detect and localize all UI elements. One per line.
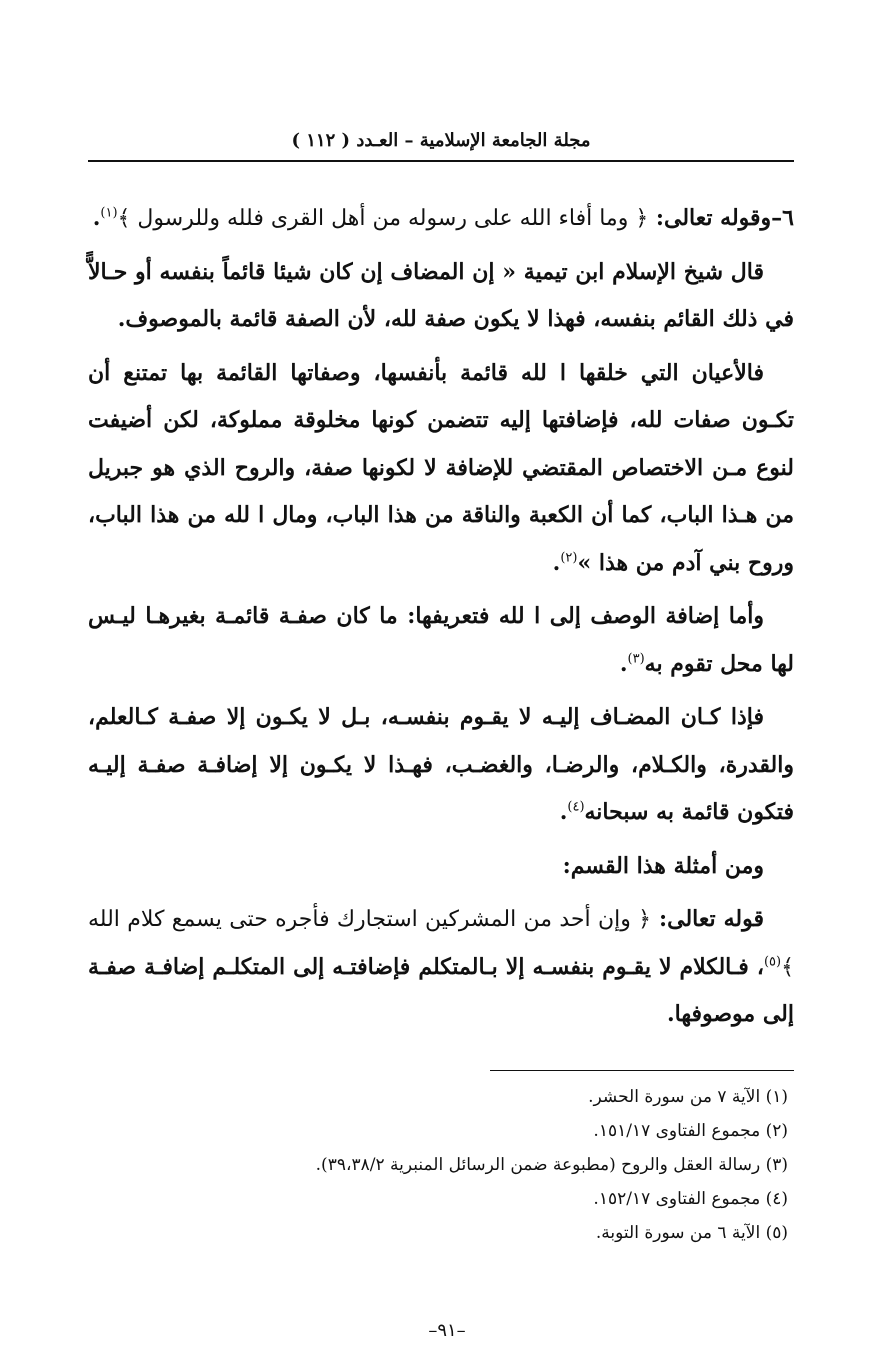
footnote-3: (٣) رسالة العقل والروح (مطبوعة ضمن الرسائل المنبرية ٣٩،٣٨/٢).: [315, 1155, 788, 1175]
footnote-4: (٤) مجموع الفتاوى ١٥٢/١٧.: [593, 1189, 788, 1209]
verse-intro: قوله تعالى:: [651, 906, 764, 932]
footnote-5: (٥) الآية ٦ من سورة التوبة.: [595, 1223, 788, 1243]
paragraph-verse-1: [88, 195, 794, 243]
page-number: –٩١–: [428, 1320, 466, 1341]
paragraph-tail: .: [559, 799, 568, 825]
paragraph-ibn-taymiyya: [88, 249, 794, 344]
verse-intro: ٦–وقوله تعالى:: [648, 205, 794, 231]
paragraph-tail: .: [92, 205, 101, 231]
footnote-ref: (٥): [763, 954, 782, 970]
footnote-ref: (٣): [627, 651, 645, 667]
paragraph-text: قال شيخ الإسلام ابن تيمية « إن المضاف إن كان شيئا قائماً بنفسه أو حـالاًّ في ذلك القائم بنفسه، فهذا لا يكون صفة لله، لأن الصفة قائمة بالموصوف.: [88, 258, 794, 332]
paragraph-text: وأما إضافة الوصف إلى ا لله فتعريفها: ما كان صفـة قائمـة بغيرهـا ليـس لها محل تقوم به: [88, 603, 794, 677]
paragraph-tail: .: [552, 549, 561, 576]
paragraph-text: ومن أمثلة هذا القسم:: [562, 852, 764, 879]
paragraph-aayan: [88, 350, 794, 588]
paragraph-verse-2: [88, 896, 794, 1039]
footnote-1: (١) الآية ٧ من سورة الحشر.: [588, 1087, 788, 1107]
header-divider: [88, 160, 794, 162]
footnote-divider: [490, 1070, 794, 1071]
footnote-ref: (٢): [560, 550, 578, 566]
paragraph-wasf: [88, 593, 794, 688]
quran-quote: ﴿ وإن أحد من المشركين استجارك فأجره حتى يسمع كلام الله ﴾: [88, 907, 794, 980]
footnote-ref: (٤): [567, 799, 585, 815]
main-text: [88, 195, 794, 1045]
paragraph-mudaf: [88, 694, 794, 837]
footnote-ref: (١): [100, 205, 118, 221]
paragraph-tail: ، فـالكلام لا يقـوم بنفسـه إلا بـالمتكلم فإضافتـه إلى المتكلـم إضافـة صفـة إلى موصوفها.: [88, 953, 794, 1027]
paragraph-tail: .: [619, 650, 628, 677]
footnote-2: (٢) مجموع الفتاوى ١٥١/١٧.: [593, 1121, 788, 1141]
journal-header: مجلة الجامعة الإسلامية – العـدد ( ١١٢ ): [291, 130, 591, 151]
paragraph-text: فإذا كـان المضـاف إليـه لا يقـوم بنفسـه، بـل لا يكـون إلا صفـة كـالعلم، والقدرة، والكـلام، والرضـا، والغضـب، فهـذا لا يكـون إلا إضافـة صفـة إليـه فتكون قائمة به سبحانه: [88, 704, 794, 825]
quran-quote: ﴿ وما أفاء الله على رسوله من أهل القرى فلله وللرسول ﴾: [117, 206, 649, 231]
paragraph-examples-heading: [88, 843, 794, 891]
footnotes: [88, 1080, 788, 1250]
paragraph-text: فالأعيان التي خلقها ا لله قائمة بأنفسها، وصفاتها القائمة بها تمتنع أن تكـون صفات لله، فإضافتها إليه تتضمن كونها مخلوقة مملوكة، لكن أضيفت لنوع مـن الاختصاص المقتضي للإضافة لا لكونها صفة، والروح الذي هو جبريل من هـذا الباب، كما أن الكعبة والناقة من هذا الباب، ومال ا لله من هذا الباب، وروح بني آدم من هذا »: [88, 359, 794, 576]
